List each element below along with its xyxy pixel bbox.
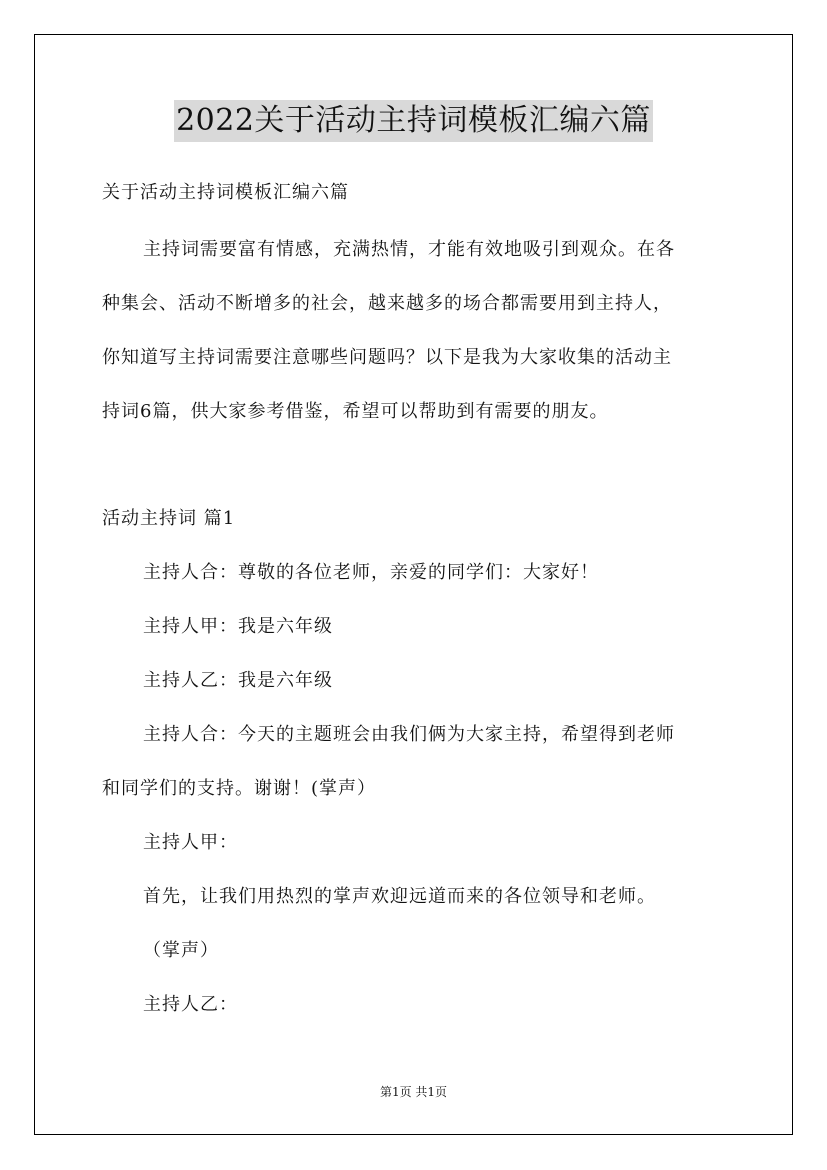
body-line-2: 主持人甲：我是六年级	[143, 616, 333, 637]
body-line-7: 首先，让我们用热烈的掌声欢迎远道而来的各位领导和老师。	[143, 886, 656, 907]
body-line-5: 和同学们的支持。谢谢！(掌声）	[102, 778, 377, 799]
body-line-8: （掌声）	[143, 940, 219, 961]
body-line-4: 主持人合：今天的主题班会由我们俩为大家主持，希望得到老师	[143, 724, 675, 745]
page-footer: 第1页 共1页	[379, 1085, 448, 1099]
body-line-3: 主持人乙：我是六年级	[143, 670, 333, 691]
body-line-6: 主持人甲：	[143, 832, 238, 853]
intro-line-1: 主持词需要富有情感，充满热情，才能有效地吸引到观众。在各	[143, 239, 675, 260]
intro-line-2: 种集会、活动不断增多的社会，越来越多的场合都需要用到主持人，	[102, 293, 672, 314]
title-container	[0, 100, 827, 142]
intro-line-3: 你知道写主持词需要注意哪些问题吗？以下是我为大家收集的活动主	[102, 347, 672, 368]
document-subtitle: 关于活动主持词模板汇编六篇	[102, 182, 349, 203]
body-line-9: 主持人乙：	[143, 994, 238, 1015]
intro-line-4: 持词6篇，供大家参考借鉴，希望可以帮助到有需要的朋友。	[102, 401, 609, 422]
body-line-1: 主持人合：尊敬的各位老师，亲爱的同学们：大家好！	[143, 562, 599, 583]
section-heading: 活动主持词 篇1	[102, 508, 236, 529]
document-title: 2022关于活动主持词模板汇编六篇	[174, 100, 653, 142]
